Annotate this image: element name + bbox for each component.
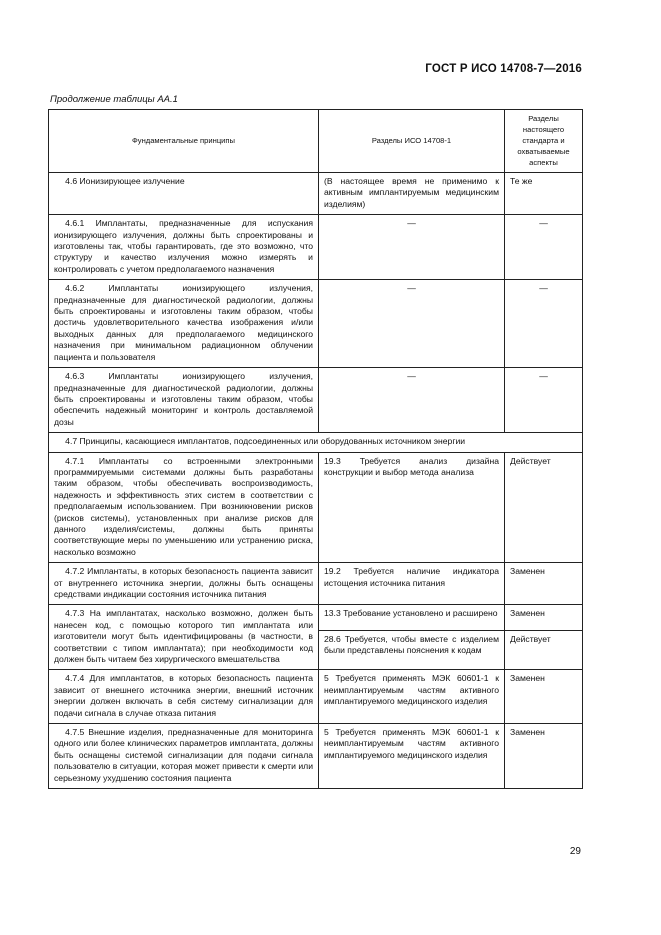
status-cell: Заменен — [505, 670, 583, 724]
table-row — [49, 563, 583, 605]
table-caption: Продолжение таблицы АА.1 — [50, 94, 178, 105]
iso-section-cell: 19.2 Требуется наличие индикатора истощения источника питания — [319, 563, 505, 605]
status-cell: Те же — [505, 173, 583, 215]
table-row — [49, 605, 583, 630]
iso-section-cell: 5 Требуется применять МЭК 60601-1 к неимплантируемым частям активного имплантируемого медицинского изделия — [319, 670, 505, 724]
column-header-principles: Фундаментальные принципы — [49, 110, 319, 173]
principle-cell: 4.7.1 Имплантаты со встроенными электронными программируемыми системами должны быть разработаны таким образом, чтобы обеспечивать воспроизводимость, надежность и эффективность этих систем в соответствии с предполагаемым использованием. При возникновении рисков (рисков системы), установленных при анализе рисков для данного изделия/системы, должны быть приняты соответствующие меры по уменьшению или устранению риска, насколько возможно — [49, 452, 319, 563]
iso-section-cell: — — [319, 368, 505, 433]
status-cell: — — [505, 280, 583, 368]
status-cell: — — [505, 215, 583, 280]
principle-cell: 4.7.2 Имплантаты, в которых безопасность пациента зависит от внутреннего источника энергии, должны быть оснащены средствами индикации состояния источника питания — [49, 563, 319, 605]
iso-section-cell: 28.6 Требуется, чтобы вместе с изделием были представлены пояснения к кодам — [319, 630, 505, 670]
table-row — [49, 280, 583, 368]
iso-section-cell: (В настоящее время не применимо к активным имплантируемым медицинским изделиям) — [319, 173, 505, 215]
table-section-row — [49, 433, 583, 452]
table-header-row — [49, 110, 583, 173]
iso-section-cell: 19.3 Требуется анализ дизайна конструкции и выбор метода анализа — [319, 452, 505, 563]
status-cell: Заменен — [505, 724, 583, 789]
principle-cell: 4.6.2 Имплантаты ионизирующего излучения, предназначенные для диагностической радиологии, должны быть спроектированы и изготовлены таким образом, чтобы достичь удовлетворительного качества изображения и/или выходных данных для предполагаемого медицинского назначения при минимальном радиационном облучении пациента и пользователя — [49, 280, 319, 368]
column-header-standard-sections: Разделы настоящего стандарта и охватываемые аспекты — [505, 110, 583, 173]
requirements-table — [48, 109, 583, 789]
table-row — [49, 368, 583, 433]
status-cell: Заменен — [505, 605, 583, 630]
table-row — [49, 724, 583, 789]
iso-section-cell: — — [319, 280, 505, 368]
status-cell: Заменен — [505, 563, 583, 605]
table-row — [49, 215, 583, 280]
table-row — [49, 452, 583, 563]
page-number: 29 — [569, 846, 581, 857]
section-heading-cell: 4.7 Принципы, касающиеся имплантатов, подсоединенных или оборудованных источником энергии — [49, 433, 583, 452]
iso-section-cell: — — [319, 215, 505, 280]
principle-cell: 4.6.1 Имплантаты, предназначенные для испускания ионизирующего излучения, должны быть спроектированы и изготовлены так, чтобы гарантировать, где это возможно, что структуру и качество излучения можно измерять и контролировать с учетом предполагаемого назначения — [49, 215, 319, 280]
status-cell: Действует — [505, 452, 583, 563]
table-row — [49, 670, 583, 724]
status-cell: Действует — [505, 630, 583, 670]
principle-cell: 4.6 Ионизирующее излучение — [49, 173, 319, 215]
principle-cell: 4.7.3 На имплантатах, насколько возможно, должен быть нанесен код, с помощью которого тип имплантата или изготовители могут быть идентифицированы (в частности, в соответствии с типом имплантата); при необходимости код должен быть читаем без хирургического вмешательства — [49, 605, 319, 670]
principle-cell: 4.7.5 Внешние изделия, предназначенные для мониторинга одного или более клинических параметров имплантата, должны быть оснащены системой сигнализации для подачи сигнала пользователю в ситуации, которая может привести к смерти или серьезному ухудшению состояния пациента — [49, 724, 319, 789]
status-cell: — — [505, 368, 583, 433]
table-row — [49, 173, 583, 215]
principle-cell: 4.7.4 Для имплантатов, в которых безопасность пациента зависит от внешнего источника энергии, внешний источник энергии должен включать в себя систему сигнализации для подачи сигнала в случае отказа питания — [49, 670, 319, 724]
column-header-iso-sections: Разделы ИСО 14708-1 — [319, 110, 505, 173]
principle-cell: 4.6.3 Имплантаты ионизирующего излучения, предназначенные для диагностической радиологии, должны быть спроектированы и изготовлены таким образом, чтобы обеспечить надежный мониторинг и контроль доставляемой дозы — [49, 368, 319, 433]
iso-section-cell: 5 Требуется применять МЭК 60601-1 к неимплантируемым частям активного имплантируемого медицинского изделия — [319, 724, 505, 789]
document-standard-title: ГОСТ Р ИСО 14708-7—2016 — [425, 63, 582, 75]
iso-section-cell: 13.3 Требование установлено и расширено — [319, 605, 505, 630]
